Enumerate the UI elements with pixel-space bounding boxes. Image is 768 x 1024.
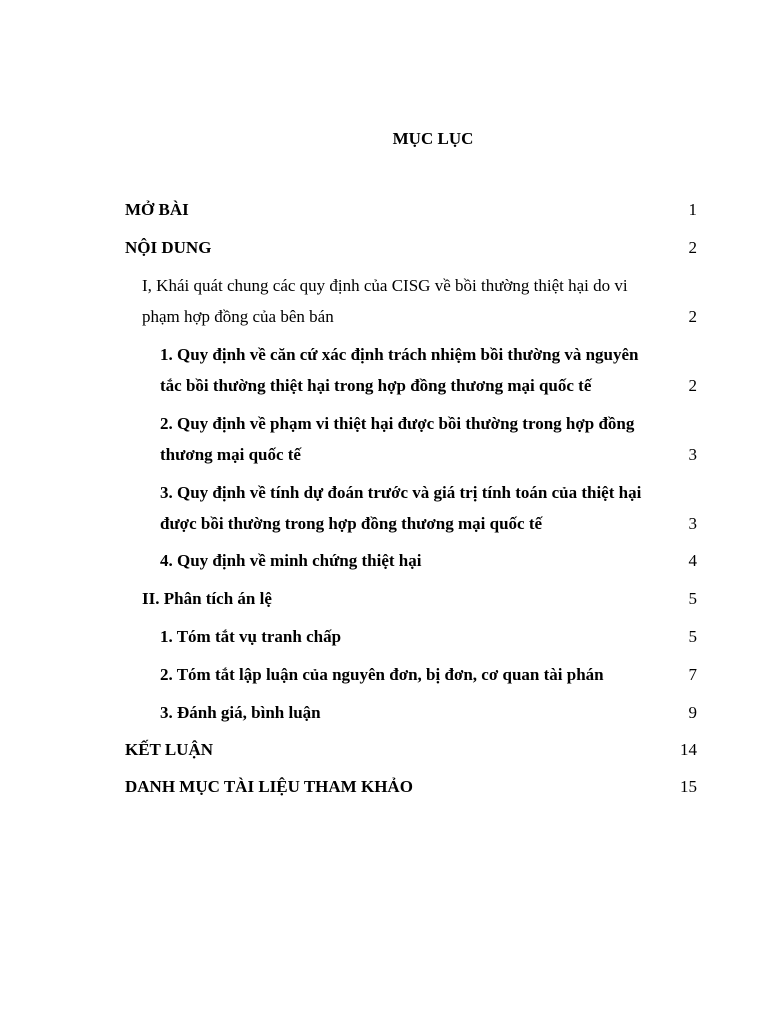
toc-entry-text: 2. Quy định về phạm vi thiệt hại được bồi thường trong hợp đồng thương mại quốc tế bbox=[160, 414, 635, 464]
toc-entry-text: DANH MỤC TÀI LIỆU THAM KHẢO bbox=[125, 777, 413, 796]
toc-title: MỤC LỤC bbox=[392, 129, 474, 148]
toc-entry-text: 4. Quy định về minh chứng thiệt hại bbox=[160, 551, 422, 570]
toc-entry-section-1-3[interactable] bbox=[160, 477, 697, 539]
toc-entry-section-2[interactable] bbox=[142, 583, 697, 614]
toc-page-number: 5 bbox=[688, 589, 697, 608]
toc-entry-text: 3. Đánh giá, bình luận bbox=[160, 703, 321, 722]
toc-entry-ket-luan[interactable] bbox=[125, 734, 697, 765]
toc-entry-text: I, Khái quát chung các quy định của CISG về bồi thường thiệt hại do vi phạm hợp đồng của bên bán bbox=[142, 276, 628, 326]
toc-entry-text: 1. Tóm tắt vụ tranh chấp bbox=[160, 627, 342, 646]
toc-entry-section-2-1[interactable] bbox=[160, 621, 697, 652]
toc-entry-text: NỘI DUNG bbox=[125, 238, 212, 257]
toc-entry-section-1-1[interactable] bbox=[160, 339, 697, 401]
toc-page-number: 3 bbox=[688, 445, 697, 464]
toc-entry-text: KẾT LUẬN bbox=[125, 740, 214, 759]
toc-entry-section-2-3[interactable] bbox=[160, 697, 697, 728]
toc-page-number: 1 bbox=[688, 200, 697, 219]
toc-entry-section-1-2[interactable] bbox=[160, 408, 697, 470]
toc-entry-text: 3. Quy định về tính dự đoán trước và giá trị tính toán của thiệt hại được bồi thường trong hợp đồng thương mại quốc tế bbox=[160, 483, 642, 533]
toc-page-number: 4 bbox=[688, 551, 697, 570]
toc-entry-noi-dung[interactable] bbox=[125, 232, 697, 263]
toc-page-number: 3 bbox=[688, 514, 697, 533]
toc-entry-references[interactable] bbox=[125, 771, 697, 802]
toc-entry-text: 2. Tóm tắt lập luận của nguyên đơn, bị đơn, cơ quan tài phán bbox=[160, 665, 604, 684]
toc-page-number: 2 bbox=[688, 376, 697, 395]
toc-entry-text: II. Phân tích án lệ bbox=[142, 589, 272, 608]
toc-page-number: 14 bbox=[680, 740, 697, 759]
toc-page-number: 9 bbox=[688, 703, 697, 722]
toc-page-number: 2 bbox=[688, 238, 697, 257]
toc-page-number: 5 bbox=[688, 627, 697, 646]
toc-page-number: 7 bbox=[688, 665, 697, 684]
toc-entry-text: 1. Quy định về căn cứ xác định trách nhiệm bồi thường và nguyên tắc bồi thường thiệt hại trong hợp đồng thương mại quốc tế bbox=[160, 345, 639, 395]
toc-entry-section-1-4[interactable] bbox=[160, 545, 697, 576]
toc-entry-section-1[interactable] bbox=[142, 270, 697, 332]
toc-page-number: 2 bbox=[688, 307, 697, 326]
toc-entry-section-2-2[interactable] bbox=[160, 659, 697, 690]
toc-entry-mo-bai[interactable] bbox=[125, 194, 697, 225]
toc-entry-text: MỞ BÀI bbox=[125, 200, 189, 219]
toc-page-number: 15 bbox=[680, 777, 697, 796]
